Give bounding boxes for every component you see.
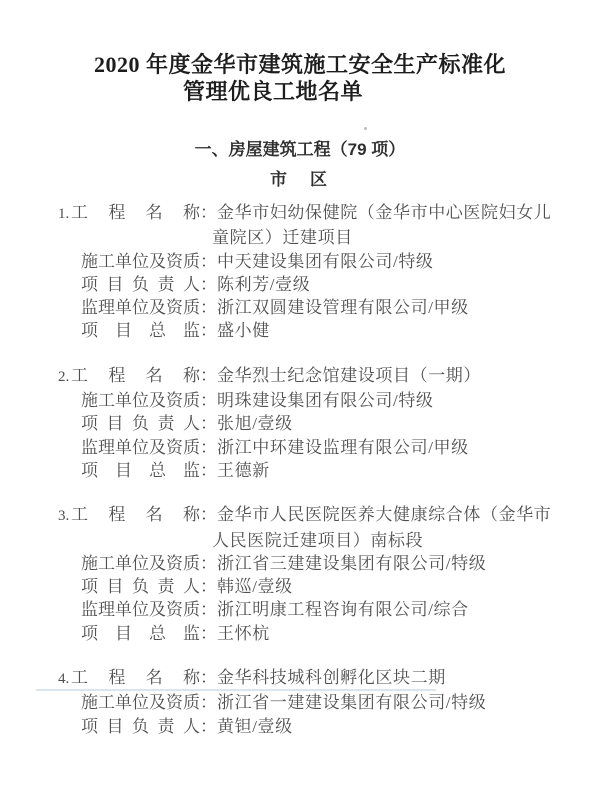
- field-row-manager: [0, 273, 600, 296]
- field-value-project-name: 金华市妇幼保健院（金华市中心医院妇女儿: [217, 203, 552, 222]
- field-row-supervisor: [0, 598, 600, 621]
- subsection-heading: 市 区: [270, 170, 330, 189]
- field-row-project-name: [0, 503, 600, 528]
- field-value-manager: 黄钽/壹级: [217, 716, 293, 736]
- field-label-project-name: 工程名称: [71, 505, 200, 525]
- field-label-manager: 项目负责人: [81, 274, 200, 294]
- field-row-builder: [0, 552, 600, 575]
- field-value-project-name: 金华市人民医院医养大健康综合体（金华市: [217, 505, 552, 525]
- entry-number: 2.: [58, 368, 70, 385]
- field-label-builder: 施工单位及资质: [81, 251, 200, 271]
- field-row-builder: [0, 389, 600, 412]
- field-label-chief-supervisor: 项目总监: [81, 623, 200, 643]
- field-label-manager: 项目负责人: [81, 414, 200, 434]
- field-label-project-name: 工程名称: [71, 365, 200, 385]
- field-value-chief-supervisor: 王怀杭: [217, 623, 270, 643]
- document-title-line1: 2020 年度金华市建筑施工安全生产标准化: [93, 52, 506, 77]
- field-label-builder: 施工单位及资质: [81, 391, 200, 411]
- label-colon: ：: [200, 251, 217, 271]
- label-colon: ：: [200, 321, 217, 341]
- field-value-project-name-continuation: 童院区）迁建项目: [212, 228, 353, 248]
- field-value-builder: 中天建设集团有限公司/特级: [217, 251, 434, 271]
- field-value-chief-supervisor: 王德新: [217, 460, 270, 480]
- field-row-builder: [0, 691, 600, 714]
- label-colon: ：: [200, 668, 217, 688]
- field-row-project-name-continuation: [0, 226, 600, 249]
- project-entry: [0, 201, 600, 343]
- field-row-chief-supervisor: [0, 319, 600, 342]
- field-row-manager: [0, 575, 600, 598]
- field-row-manager: [0, 715, 600, 738]
- field-row-chief-supervisor: [0, 622, 600, 645]
- field-value-builder: 浙江省三建建设集团有限公司/特级: [217, 553, 487, 573]
- field-value-chief-supervisor: 盛小健: [217, 321, 270, 341]
- entry-number: 4.: [58, 671, 70, 688]
- field-label-chief-supervisor: 项目总监: [81, 321, 200, 341]
- field-value-supervisor: 浙江明康工程咨询有限公司/综合: [217, 600, 469, 620]
- project-entry: [0, 364, 600, 482]
- label-colon: ：: [200, 577, 217, 597]
- field-value-supervisor: 浙江中环建设监理有限公司/甲级: [217, 437, 469, 457]
- field-row-chief-supervisor: [0, 459, 600, 482]
- field-label-project-name: 工程名称: [71, 203, 200, 222]
- label-colon: ：: [200, 391, 217, 411]
- label-colon: ：: [200, 623, 217, 643]
- field-label-supervisor: 监理单位及资质: [81, 298, 200, 318]
- field-value-supervisor: 浙江双圆建设管理有限公司/甲级: [217, 298, 469, 318]
- project-entry-list: [0, 201, 600, 738]
- field-value-manager: 张旭/壹级: [217, 414, 293, 434]
- section-heading: 一、房屋建筑工程（79 项）: [194, 140, 406, 159]
- label-colon: ：: [200, 505, 217, 525]
- field-value-project-name: 金华科技城科创孵化区块二期: [217, 668, 446, 688]
- field-label-manager: 项目负责人: [81, 716, 200, 736]
- field-label-builder: 施工单位及资质: [81, 693, 200, 713]
- entry-number: 3.: [58, 508, 70, 525]
- label-colon: ：: [200, 437, 217, 457]
- project-entry: [0, 503, 600, 645]
- label-colon: ：: [200, 553, 217, 573]
- scan-artifact-dot: [364, 127, 367, 130]
- field-row-project-name-continuation: [0, 529, 600, 552]
- entry-number: 1.: [58, 206, 70, 222]
- label-colon: ：: [200, 365, 217, 385]
- project-entry: [0, 666, 600, 738]
- field-value-manager: 韩巡/壹级: [217, 577, 293, 597]
- scan-artifact-line: [36, 689, 436, 691]
- field-label-supervisor: 监理单位及资质: [81, 600, 200, 620]
- label-colon: ：: [200, 693, 217, 713]
- field-row-supervisor: [0, 436, 600, 459]
- field-label-manager: 项目负责人: [81, 577, 200, 597]
- field-row-project-name: [0, 201, 600, 226]
- field-row-supervisor: [0, 296, 600, 319]
- label-colon: ：: [200, 203, 217, 222]
- field-row-project-name: [0, 364, 600, 389]
- field-value-builder: 明珠建设集团有限公司/特级: [217, 391, 434, 411]
- label-colon: ：: [200, 414, 217, 434]
- label-colon: ：: [200, 600, 217, 620]
- field-value-builder: 浙江省一建建设集团有限公司/特级: [217, 693, 487, 713]
- field-row-builder: [0, 250, 600, 273]
- label-colon: ：: [200, 298, 217, 318]
- field-value-project-name: 金华烈士纪念馆建设项目（一期）: [217, 365, 481, 385]
- document-title: [0, 0, 600, 105]
- field-value-manager: 陈利芳/壹级: [217, 274, 311, 294]
- field-label-builder: 施工单位及资质: [81, 553, 200, 573]
- label-colon: ：: [200, 460, 217, 480]
- label-colon: ：: [200, 274, 217, 294]
- label-colon: ：: [200, 716, 217, 736]
- field-value-project-name-continuation: 人民医院迁建项目）南标段: [212, 530, 424, 550]
- document-title-line2: 管理优良工地名单: [182, 79, 363, 104]
- field-label-project-name: 工程名称: [71, 668, 200, 688]
- field-label-supervisor: 监理单位及资质: [81, 437, 200, 457]
- field-row-manager: [0, 412, 600, 435]
- field-row-project-name: [0, 666, 600, 691]
- field-label-chief-supervisor: 项目总监: [81, 460, 200, 480]
